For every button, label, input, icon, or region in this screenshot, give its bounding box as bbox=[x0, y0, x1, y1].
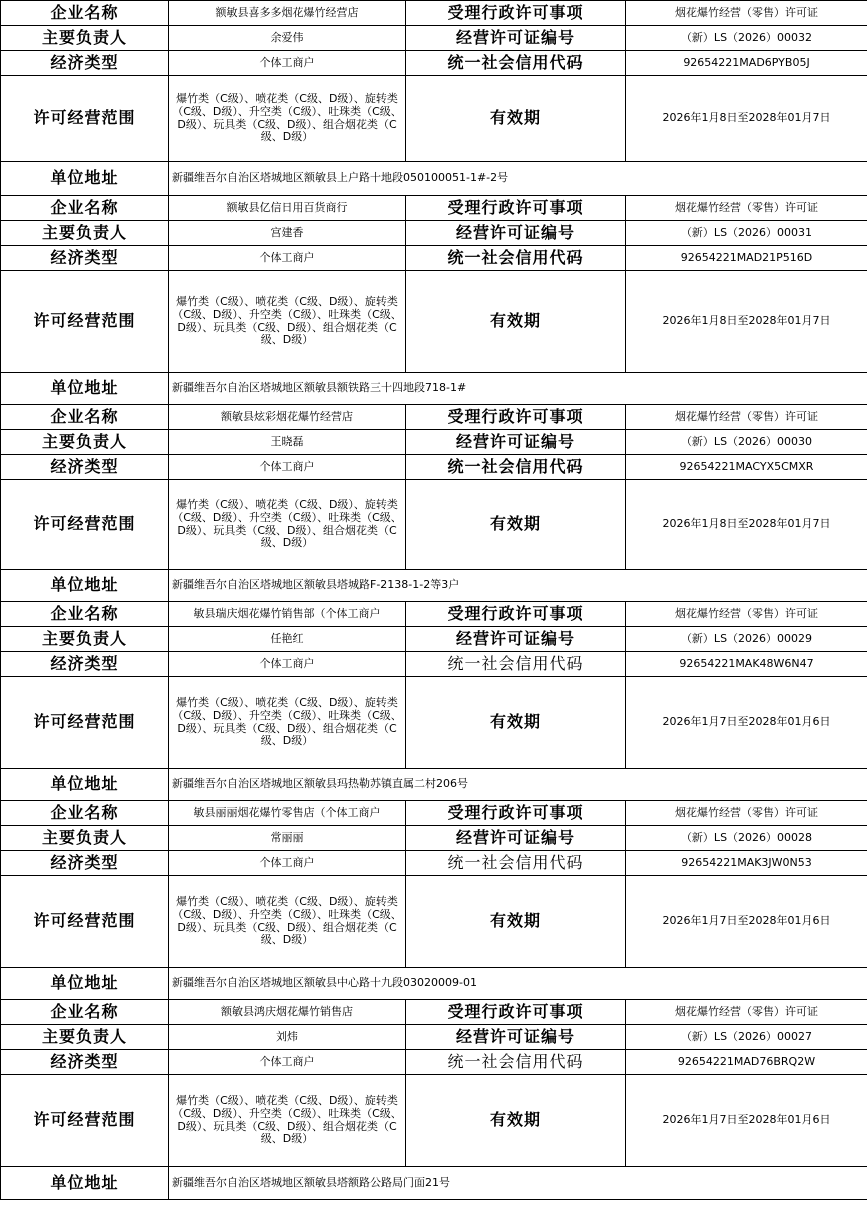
enterprise-label: 企业名称 bbox=[1, 405, 169, 430]
enterprise-name: 额敏县喜多多烟花爆竹经营店 bbox=[169, 1, 406, 26]
credit-code-value: 92654221MAD76BRQ2W bbox=[626, 1050, 867, 1075]
economic-type-value: 个体工商户 bbox=[169, 51, 406, 76]
scope-value: 爆竹类（C级）、喷花类（C级、D级）、旋转类（C级、D级）、升空类（C级）、吐珠类（C级、D级）、玩具类（C级、D级）、组合烟花类（C级、D级） bbox=[169, 1075, 406, 1167]
address-value: 新疆维吾尔自治区塔城地区额敏县塔额路公路局门面21号 bbox=[169, 1167, 867, 1200]
record-1-row-type bbox=[1, 246, 867, 271]
principal-value: 刘炜 bbox=[169, 1025, 406, 1050]
validity-label: 有效期 bbox=[406, 271, 626, 373]
scope-label: 许可经营范围 bbox=[1, 1075, 169, 1167]
validity-value: 2026年1月8日至2028年01月7日 bbox=[626, 271, 867, 373]
principal-label: 主要负责人 bbox=[1, 221, 169, 246]
economic-type-label: 经济类型 bbox=[1, 851, 169, 876]
enterprise-label: 企业名称 bbox=[1, 196, 169, 221]
principal-value: 宫建香 bbox=[169, 221, 406, 246]
record-3-row-type bbox=[1, 652, 867, 677]
address-label: 单位地址 bbox=[1, 570, 169, 602]
license-no-label: 经营许可证编号 bbox=[406, 26, 626, 51]
license-no-value: （新）LS（2026）00032 bbox=[626, 26, 867, 51]
scope-label: 许可经营范围 bbox=[1, 876, 169, 968]
record-1-row-address bbox=[1, 373, 867, 405]
record-5-row-principal bbox=[1, 1025, 867, 1050]
address-label: 单位地址 bbox=[1, 162, 169, 196]
economic-type-value: 个体工商户 bbox=[169, 851, 406, 876]
record-4-row-enterprise bbox=[1, 801, 867, 826]
admin-item-label: 受理行政许可事项 bbox=[406, 196, 626, 221]
record-0-row-enterprise bbox=[1, 1, 867, 26]
record-1-row-enterprise bbox=[1, 196, 867, 221]
scope-label: 许可经营范围 bbox=[1, 480, 169, 570]
validity-label: 有效期 bbox=[406, 1075, 626, 1167]
license-no-label: 经营许可证编号 bbox=[406, 430, 626, 455]
record-3-row-address bbox=[1, 769, 867, 801]
enterprise-label: 企业名称 bbox=[1, 1, 169, 26]
admin-item-label: 受理行政许可事项 bbox=[406, 602, 626, 627]
economic-type-value: 个体工商户 bbox=[169, 652, 406, 677]
admin-item-label: 受理行政许可事项 bbox=[406, 1000, 626, 1025]
record-2-row-scope bbox=[1, 480, 867, 570]
credit-code-label: 统一社会信用代码 bbox=[406, 51, 626, 76]
principal-label: 主要负责人 bbox=[1, 430, 169, 455]
record-1-row-scope bbox=[1, 271, 867, 373]
economic-type-label: 经济类型 bbox=[1, 246, 169, 271]
economic-type-label: 经济类型 bbox=[1, 652, 169, 677]
admin-item-label: 受理行政许可事项 bbox=[406, 405, 626, 430]
record-5-row-type bbox=[1, 1050, 867, 1075]
address-label: 单位地址 bbox=[1, 1167, 169, 1200]
enterprise-name: 额敏县亿信日用百货商行 bbox=[169, 196, 406, 221]
scope-value: 爆竹类（C级）、喷花类（C级、D级）、旋转类（C级、D级）、升空类（C级）、吐珠类（C级、D级）、玩具类（C级、D级）、组合烟花类（C级、D级） bbox=[169, 271, 406, 373]
scope-label: 许可经营范围 bbox=[1, 271, 169, 373]
scope-value: 爆竹类（C级）、喷花类（C级、D级）、旋转类（C级、D级）、升空类（C级）、吐珠类（C级、D级）、玩具类（C级、D级）、组合烟花类（C级、D级） bbox=[169, 876, 406, 968]
validity-label: 有效期 bbox=[406, 76, 626, 162]
address-label: 单位地址 bbox=[1, 769, 169, 801]
record-0-row-address bbox=[1, 162, 867, 196]
license-no-value: （新）LS（2026）00029 bbox=[626, 627, 867, 652]
record-2-row-principal bbox=[1, 430, 867, 455]
record-4-row-scope bbox=[1, 876, 867, 968]
validity-label: 有效期 bbox=[406, 677, 626, 769]
record-2-row-address bbox=[1, 570, 867, 602]
credit-code-label: 统一社会信用代码 bbox=[406, 652, 626, 677]
record-1-row-principal bbox=[1, 221, 867, 246]
record-2-row-enterprise bbox=[1, 405, 867, 430]
scope-label: 许可经营范围 bbox=[1, 76, 169, 162]
economic-type-label: 经济类型 bbox=[1, 51, 169, 76]
enterprise-name: 额敏县炫彩烟花爆竹经营店 bbox=[169, 405, 406, 430]
record-3-row-principal bbox=[1, 627, 867, 652]
record-0-row-principal bbox=[1, 26, 867, 51]
admin-item-value: 烟花爆竹经营（零售）许可证 bbox=[626, 602, 867, 627]
principal-value: 余爱伟 bbox=[169, 26, 406, 51]
record-2-row-type bbox=[1, 455, 867, 480]
license-no-value: （新）LS（2026）00027 bbox=[626, 1025, 867, 1050]
admin-item-value: 烟花爆竹经营（零售）许可证 bbox=[626, 1, 867, 26]
credit-code-label: 统一社会信用代码 bbox=[406, 851, 626, 876]
record-4-row-principal bbox=[1, 826, 867, 851]
admin-item-value: 烟花爆竹经营（零售）许可证 bbox=[626, 1000, 867, 1025]
record-0-row-scope bbox=[1, 76, 867, 162]
principal-value: 任艳红 bbox=[169, 627, 406, 652]
principal-label: 主要负责人 bbox=[1, 627, 169, 652]
validity-value: 2026年1月7日至2028年01月6日 bbox=[626, 1075, 867, 1167]
address-value: 新疆维吾尔自治区塔城地区额敏县上户路十地段050100051-1#-2号 bbox=[169, 162, 867, 196]
credit-code-value: 92654221MAD6PYB05J bbox=[626, 51, 867, 76]
enterprise-label: 企业名称 bbox=[1, 1000, 169, 1025]
license-no-label: 经营许可证编号 bbox=[406, 826, 626, 851]
validity-value: 2026年1月8日至2028年01月7日 bbox=[626, 76, 867, 162]
validity-label: 有效期 bbox=[406, 876, 626, 968]
credit-code-label: 统一社会信用代码 bbox=[406, 246, 626, 271]
economic-type-label: 经济类型 bbox=[1, 455, 169, 480]
admin-item-value: 烟花爆竹经营（零售）许可证 bbox=[626, 405, 867, 430]
validity-value: 2026年1月7日至2028年01月6日 bbox=[626, 677, 867, 769]
record-5-row-address bbox=[1, 1167, 867, 1200]
principal-label: 主要负责人 bbox=[1, 826, 169, 851]
principal-label: 主要负责人 bbox=[1, 1025, 169, 1050]
license-no-label: 经营许可证编号 bbox=[406, 221, 626, 246]
admin-item-value: 烟花爆竹经营（零售）许可证 bbox=[626, 196, 867, 221]
scope-value: 爆竹类（C级）、喷花类（C级、D级）、旋转类（C级、D级）、升空类（C级）、吐珠类（C级、D级）、玩具类（C级、D级）、组合烟花类（C级、D级） bbox=[169, 76, 406, 162]
license-no-label: 经营许可证编号 bbox=[406, 1025, 626, 1050]
validity-value: 2026年1月7日至2028年01月6日 bbox=[626, 876, 867, 968]
address-value: 新疆维吾尔自治区塔城地区额敏县额铁路三十四地段718-1# bbox=[169, 373, 867, 405]
economic-type-value: 个体工商户 bbox=[169, 246, 406, 271]
credit-code-value: 92654221MAD21P516D bbox=[626, 246, 867, 271]
credit-code-label: 统一社会信用代码 bbox=[406, 1050, 626, 1075]
enterprise-name: 额敏县鸿庆烟花爆竹销售店 bbox=[169, 1000, 406, 1025]
enterprise-label: 企业名称 bbox=[1, 801, 169, 826]
enterprise-name: 敏县瑞庆烟花爆竹销售部（个体工商户 bbox=[169, 602, 406, 627]
license-no-value: （新）LS（2026）00030 bbox=[626, 430, 867, 455]
enterprise-name: 敏县丽丽烟花爆竹零售店（个体工商户 bbox=[169, 801, 406, 826]
scope-label: 许可经营范围 bbox=[1, 677, 169, 769]
principal-label: 主要负责人 bbox=[1, 26, 169, 51]
license-no-value: （新）LS（2026）00028 bbox=[626, 826, 867, 851]
principal-value: 常丽丽 bbox=[169, 826, 406, 851]
record-4-row-type bbox=[1, 851, 867, 876]
record-3-row-enterprise bbox=[1, 602, 867, 627]
record-5-row-enterprise bbox=[1, 1000, 867, 1025]
address-value: 新疆维吾尔自治区塔城地区额敏县中心路十九段03020009-01 bbox=[169, 968, 867, 1000]
scope-value: 爆竹类（C级）、喷花类（C级、D级）、旋转类（C级、D级）、升空类（C级）、吐珠类（C级、D级）、玩具类（C级、D级）、组合烟花类（C级、D级） bbox=[169, 677, 406, 769]
scope-value: 爆竹类（C级）、喷花类（C级、D级）、旋转类（C级、D级）、升空类（C级）、吐珠类（C级、D级）、玩具类（C级、D级）、组合烟花类（C级、D级） bbox=[169, 480, 406, 570]
admin-item-value: 烟花爆竹经营（零售）许可证 bbox=[626, 801, 867, 826]
address-label: 单位地址 bbox=[1, 968, 169, 1000]
credit-code-label: 统一社会信用代码 bbox=[406, 455, 626, 480]
principal-value: 王晓磊 bbox=[169, 430, 406, 455]
license-no-value: （新）LS（2026）00031 bbox=[626, 221, 867, 246]
credit-code-value: 92654221MAK48W6N47 bbox=[626, 652, 867, 677]
credit-code-value: 92654221MAK3JW0N53 bbox=[626, 851, 867, 876]
economic-type-value: 个体工商户 bbox=[169, 455, 406, 480]
record-3-row-scope bbox=[1, 677, 867, 769]
address-value: 新疆维吾尔自治区塔城地区额敏县塔城路F-2138-1-2等3户 bbox=[169, 570, 867, 602]
economic-type-value: 个体工商户 bbox=[169, 1050, 406, 1075]
record-4-row-address bbox=[1, 968, 867, 1000]
address-value: 新疆维吾尔自治区塔城地区额敏县玛热勒苏镇直属二村206号 bbox=[169, 769, 867, 801]
admin-item-label: 受理行政许可事项 bbox=[406, 801, 626, 826]
enterprise-label: 企业名称 bbox=[1, 602, 169, 627]
admin-item-label: 受理行政许可事项 bbox=[406, 1, 626, 26]
license-no-label: 经营许可证编号 bbox=[406, 627, 626, 652]
validity-value: 2026年1月8日至2028年01月7日 bbox=[626, 480, 867, 570]
validity-label: 有效期 bbox=[406, 480, 626, 570]
record-5-row-scope bbox=[1, 1075, 867, 1167]
record-0-row-type bbox=[1, 51, 867, 76]
economic-type-label: 经济类型 bbox=[1, 1050, 169, 1075]
credit-code-value: 92654221MACYX5CMXR bbox=[626, 455, 867, 480]
address-label: 单位地址 bbox=[1, 373, 169, 405]
